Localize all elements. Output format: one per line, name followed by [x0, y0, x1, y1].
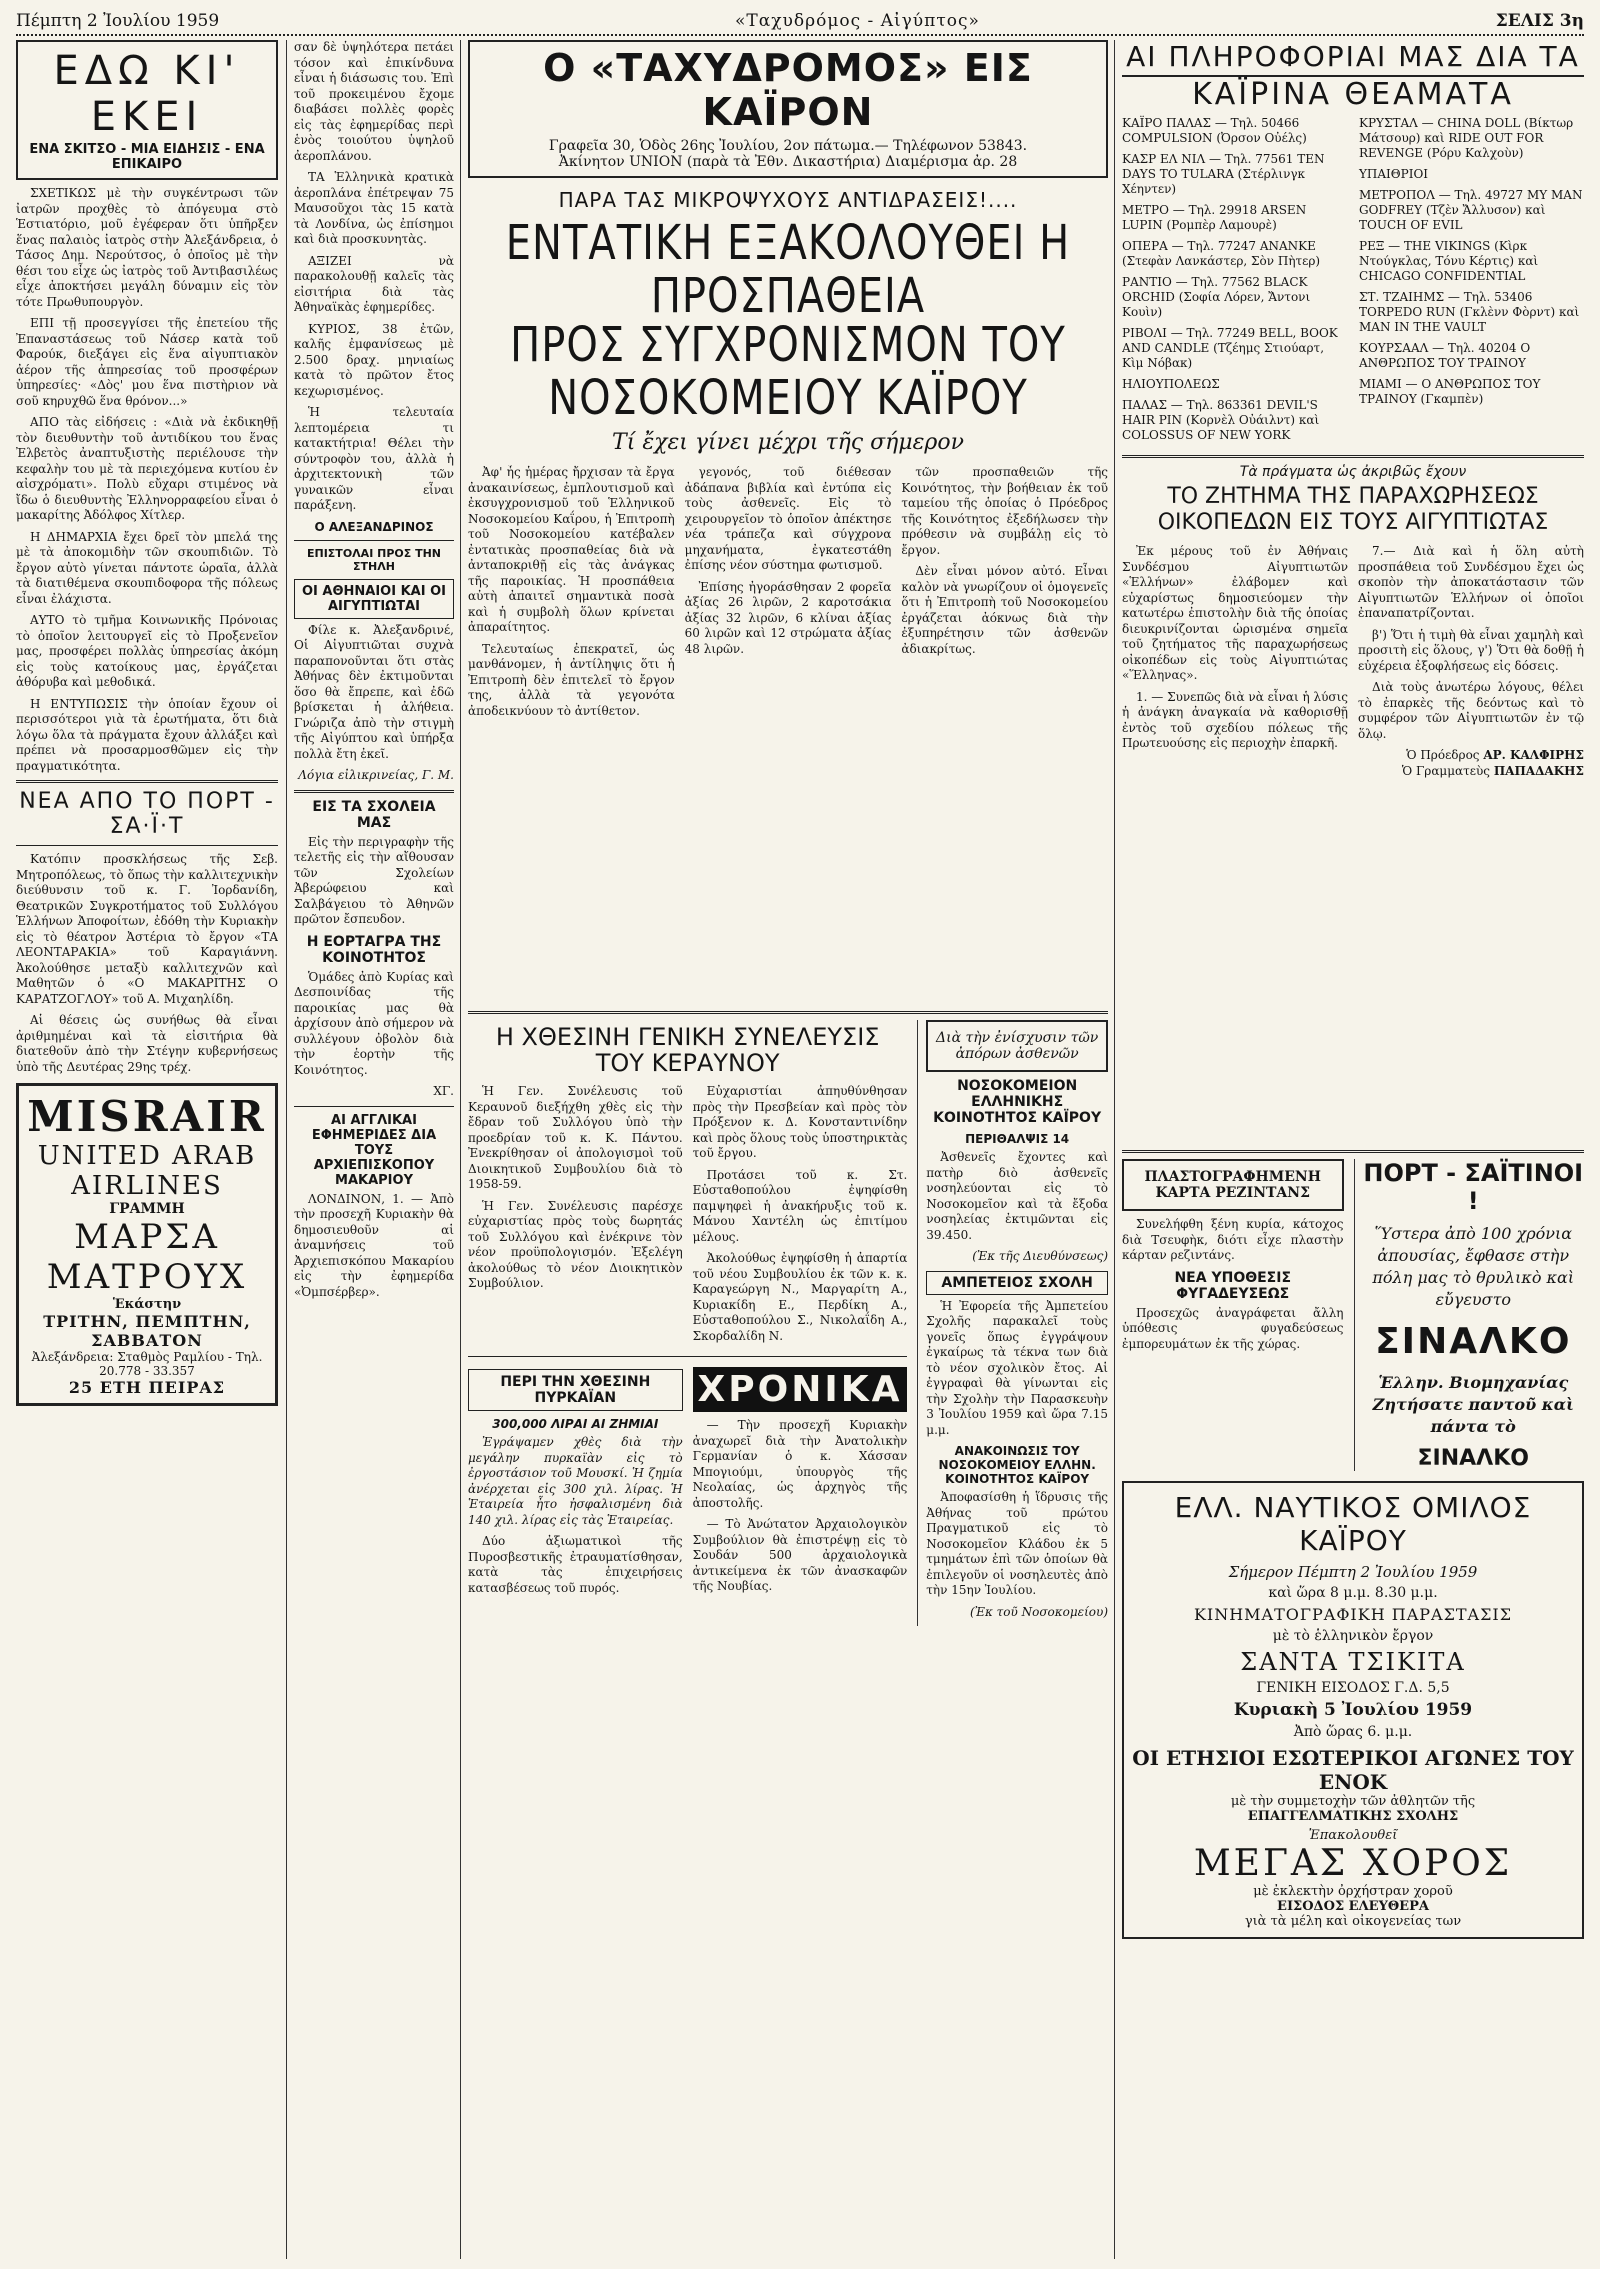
lead-paragraph: Ἀφ' ἧς ἡμέρας ἤρχισαν τὰ ἔργα ἀνακαινίσεως, ἐμπλουτισμοῦ καὶ ἐκσυγχρονισμοῦ τοῦ Ἑλληνικοῦ Νοσοκομείου Καΐρου, ἡ Ἐπιτροπὴ τοῦ Νοσοκομείου κατέβαλεν ἐντατικὰς προσπαθείας διὰ νὰ ἀνταποκριθῇ εἰς τὰς ἀνάγκας τῆς παροικίας. Ἡ προσπάθεια αὐτὴ ἀπαιτεῖ σημαντικὰ ποσὰ καὶ ἡ συμβολὴ ὅλων κρίνεται ἀπαραίτητος. — [468, 465, 675, 634]
article-paragraph: 1. — Συνεπῶς διὰ νὰ εἶναι ἡ λύσις ἡ ἀνάγκη ἀναγκαία νὰ καθορισθῇ ἐντὸς τοῦ σχεδίου πόλεως τῆς Πρωτευούσης εἰς περιοχὴν ἐπαρκῆ. — [1122, 689, 1348, 750]
second-event-time: Ἀπὸ ὥρας 6. μ.μ. — [1293, 1724, 1413, 1740]
signature-line — [1358, 748, 1584, 779]
letters-title: ΟΙ ΑΘΗΝΑΙΟΙ ΚΑΙ ΟΙ ΑΙΓΥΠΤΙΩΤΑΙ — [294, 579, 454, 619]
article-paragraph: Κατόπιν προσκλήσεως τῆς Σεβ. Μητροπόλεως, τὸ ὅπως τὴν καλλιτεχνικὴν διεύθυνσιν τοῦ κ. Γ. Ἰορδανίδη, Θεατρικῶν Συγκροτήματος τοῦ Συλλόγου Ἑλλήνων Ἀποφοίτων, ἐδόθη τὴν Κυριακὴν εἰς τὸ θέατρον Ἀστέρια τὸ ἔργον «ΤΑ ΛΕΟΝΤΑΡΑΚΙΑ» τοῦ Καραγιάννη. Ἀκολούθησε μεταξὺ καλλιτεχνῶν καὶ Μαθητῶν ὁ «Ο ΜΑΚΑΡΙΤΗΣ Ο ΚΑΡΑΤΖΟΓΛΟΥ» τοῦ Α. Μιχαηλίδη. — [16, 852, 278, 1006]
announcement-heading: ΑΝΑΚΟΙΝΩΣΙΣ ΤΟΥ ΝΟΣΟΚΟΜΕΙΟΥ ΕΛΛΗΝ. ΚΟΙΝΟΤΗΤΟΣ ΚΑΪΡΟΥ — [938, 1444, 1096, 1486]
brand-name: ΣΙΝΑΛΚΟ — [1417, 1446, 1529, 1471]
naval-club-advertisement — [1122, 1481, 1584, 1939]
hospital-subheading: ΠΕΡΙΘΑΛΨΙΣ 14 — [965, 1132, 1070, 1146]
assembly-headline: Η ΧΘΕΣΙΝΗ ΓΕΝΙΚΗ ΣΥΝΕΛΕΥΣΙΣ ΤΟΥ ΚΕΡΑΥΝΟΥ — [495, 1023, 880, 1077]
event-date: Σήμερον Πέμπτη 2 Ἰουλίου 1959 — [1228, 1563, 1478, 1581]
article-paragraph: Η ΔΗΜΑΡΧΙΑ ἔχει δρεῖ τὸν μπελά της μὲ τὰ ἀποκομιδὴν τῶν σκουπιδιῶν. Τὸ ἔργον αὐτὸ γίνεται πάντοτε ὡραῖα, ἀλλὰ τὰ διατιθέμενα σκουπιδοφορα τῆς πόλεως εἶναι ἐλάχιστα. — [16, 529, 278, 606]
cinema-listing: ΥΠΑΙΘΡΙΟΙ — [1359, 167, 1429, 181]
divider — [294, 540, 454, 541]
dance-title: ΜΕΓΑΣ ΧΟΡΟΣ — [1193, 1843, 1513, 1884]
frequency-label: Ἑκάστην — [112, 1297, 182, 1312]
article-paragraph: Συνελήφθη ξένη κυρία, κάτοχος διὰ Τσευφὴκ, διότι εἶχε πλαστὴν κάρταν ρεζιντάνς. — [1122, 1217, 1344, 1262]
article-paragraph: ΚΥΡΙΟΣ, 38 ἐτῶν, καλῆς ἐμφανίσεως μὲ 2.500 δραχ. μηνιαίως κατὰ τὸ πρῶτον ἔτος κεχωρισμένος. — [294, 321, 454, 398]
games-title: ΟΙ ΕΤΗΣΙΟΙ ΕΣΩΤΕΡΙΚΟΙ ΑΓΩΝΕΣ ΤΟΥ ΕΝΟΚ — [1132, 1746, 1574, 1794]
article-paragraph: ΕΠΙ τῇ προσεγγίσει τῆς ἐπετείου τῆς Ἐπαναστάσεως τοῦ Νάσερ κατὰ τοῦ Φαρούκ, διεξάγει εἰς ἕνα αἰγυπτιακὸν ἀέρον τῆς ἀπηρεσίας τοῦ προσφέρων ὑπηρεσίες· «Δὸς' μου ἕνα πιστὴριον νὰ σοῦ κηρυχθῶ ἕνα θρόνον...» — [16, 316, 278, 408]
article-paragraph: σαν δὲ ὑψηλότερα πετάει τόσον καὶ ἐπικίνδυνα εἶναι ἡ διάσωσις του. Ἐπὶ τοῦ προκειμένου ἔχομε διαβάσει πολλὲς φορὲς εἰς τὰς ἐφημερίδας περὶ ἑνὸς τοιούτου ὑψηλοῦ ἀεροπλάνου. — [294, 40, 454, 163]
article-paragraph: Ὁμάδες ἀπὸ Κυρίας καὶ Δεσποινίδας τῆς παροικίας μας θὰ ἀρχίσουν ἀπὸ σήμερον νὰ συλλέγουν ὀβολὸν διὰ τὴν ἑορτὴν τῆς Κοινότητος. — [294, 969, 454, 1077]
zitima-headline: ΤΟ ΖΗΤΗΜΑ ΤΗΣ ΠΑΡΑΧΩΡΗΣΕΩΣ ΟΙΚΟΠΕΔΩΝ ΕΙΣ ΤΟΥΣ ΑΙΓΥΠΤΙΩΤΑΣ — [1157, 484, 1549, 535]
ad-copy: Ὕστερα ἀπὸ 100 χρόνια ἀπουσίας, ἔφθασε στὴν πόλη μας τὸ θρυλικὸ καὶ εὔγευστο — [1372, 1224, 1575, 1309]
column-title-box — [16, 40, 278, 180]
cinema-listing: ΚΑΪΡΟ ΠΑΛΑΣ — Τηλ. 50466 COMPULSION (Ὀρσον Οὐέλς) — [1122, 116, 1307, 145]
entertainment-title: ΑΙ ΠΛΗΡΟΦΟΡΙΑΙ ΜΑΣ ΔΙΑ ΤΑ — [1122, 40, 1584, 77]
lead-headline-line-1: ΕΝΤΑΤΙΚΗ ΕΞΑΚΟΛΟΥΘΕΙ Η ΠΡΟΣΠΑΘΕΙΑ — [505, 216, 1071, 324]
event-film-intro: μὲ τὸ ἑλληνικὸν ἔργον — [1272, 1628, 1434, 1644]
cinema-listing: ΡΑΝΤΙΟ — Τηλ. 77562 BLACK ORCHID (Σοφία Λόρεν, Ἄντονι Κουὶν) — [1122, 275, 1311, 319]
cinema-listing: ΚΑΣΡ ΕΛ ΝΙΛ — Τηλ. 77561 TEN DAYS TO TULARA (Στέρλινγκ Χέηντεν) — [1122, 152, 1325, 196]
ticket-price: ΓΕΝΙΚΗ ΕΙΣΟΔΟΣ Γ.Δ. 5,5 — [1256, 1680, 1450, 1696]
signature-name: ΠΑΠΑΔΑΚΗΣ — [1493, 763, 1584, 778]
divider — [468, 1356, 907, 1357]
fire-and-chronika — [468, 1363, 907, 1602]
zitima-kicker: Τὰ πράγματα ὡς ἀκριβῶς ἔχουν — [1239, 464, 1467, 480]
article-paragraph: Ἡ Γεν. Συνέλευσις τοῦ Κεραυνοῦ διεξήχθη χθὲς εἰς τὴν ἔδραν τοῦ Συλλόγου ὑπὸ τὴν προεδρίαν τοῦ κ. Κ. Πάντου. Ἐνεκρίθησαν οἱ ἀπολογισμοὶ τοῦ Διοικητικοῦ Συμβουλίου διὰ τὸ 1958-59. — [468, 1084, 683, 1191]
divider — [16, 780, 278, 783]
lead-kicker: ΠΑΡΑ ΤΑΣ ΜΙΚΡΟΨΥΧΟΥΣ ΑΝΤΙΔΡΑΣΕΙΣ!.... — [558, 188, 1018, 212]
cinema-listing: ΚΟΥΡΣΑΑΛ — Τηλ. 40204 Ο ΑΝΘΡΩΠΟΣ ΤΟΥ ΤΡΑΙΝΟΥ — [1359, 341, 1531, 370]
schools-heading: ΕΙΣ ΤΑ ΣΧΟΛΕΙΑ ΜΑΣ — [312, 798, 436, 831]
contact-line: Ἀλεξάνδρεια: Σταθμὸς Ραμλίου - Τηλ. 20.778 - 33.357 — [31, 1350, 263, 1378]
misrair-advertisement — [16, 1083, 278, 1406]
issue-date: Πέμπτη 2 Ἰουλίου 1959 — [16, 11, 220, 31]
divider — [1122, 1150, 1584, 1153]
masthead — [468, 40, 1108, 178]
small-ads-row — [1122, 1159, 1584, 1471]
article-paragraph: ΣΧΕΤΙΚΩΣ μὲ τὴν συγκέντρωσι τῶν ἰατρῶν προχθὲς τὸ ἀπόγευμα στὸ Ἑστιατόριο, μοῦ ἐγέφεραν ὅτι ὑπῆρξεν ἕνας παλαιὸς ἰατρὸς στὴν Ἀλεξάνδρεια, ὁ Τάσος Δημ. Νερούτσος, ὁ ὁποῖος μὲ τὴν θέσι του εἶχε ὡς ἰατρὸς τοῦ Ἀντιβασιλέως εἶχε ἀποκτήσει μεγάλη δύναμιν εἰς τὸν τότε Πρωθυπουργὸν. — [16, 186, 278, 309]
orchestra-line: μὲ ἐκλεκτὴν ὀρχήστραν χοροῦ — [1253, 1884, 1453, 1899]
flight-days: ΤΡΙΤΗΝ, ΠΕΜΠΤΗΝ, ΣΑΒΒΑΤΟΝ — [43, 1312, 251, 1350]
lead-paragraph: Δὲν εἶναι μόνον αὐτό. Εἶναι καλὸν νὰ γνωρίζουν οἱ ὁμογενεῖς ὅτι ἡ Ἐπιτροπὴ τοῦ Νοσοκομείου ἐργάζεται ἀόκνως διὰ τὴν ἐξυπηρέτησιν τῶν ἀσθενῶν ἀδιακρίτως. — [901, 564, 1108, 656]
divider — [468, 1011, 1108, 1014]
port-said-ad-title: ΠΟΡΤ - ΣΑΪΤΙΝΟΙ ! — [1363, 1159, 1584, 1215]
article-paragraph: Ἀσθενεῖς ἔχοντες καὶ πατὴρ διὸ ἀσθενεῖς νοσηλεύονται εἰς τὸ Νοσοκομεῖον καὶ τὰ ἔξοδα νοσηλείας ἐκτιμῶνται εἰς 39.450. — [926, 1150, 1108, 1242]
news-item: — Τὸ Ἀνώτατον Ἀρχαιολογικὸν Συμβούλιον θὰ ἐπιστρέψῃ εἰς τὸ Σουδάν 500 ἀρχαιολογικὰ ἀντικείμενα ἐκ τῶν ἀνασκαφῶν τῆς Νουβίας. — [692, 1517, 908, 1593]
fire-headline: ΠΕΡΙ ΤΗΝ ΧΘΕΣΙΝΗ ΠΥΡΚΑΪΑΝ — [468, 1369, 683, 1411]
article-paragraph: 7.— Διὰ καὶ ἡ ὅλη αὐτὴ προσπάθεια τοῦ Συνδέσμου ἔχει ὡς σκοπὸν τὴν ἀποκατάστασιν τῶν Αἰγυπτιωτῶν Ἑλλήνων οἱ ὁποῖοι ἐπαναπατρίζονται. — [1358, 544, 1584, 620]
article-paragraph: ΑΥΤΟ τὸ τμῆμα Κοινωνικῆς Πρόνοιας τὸ ὁποῖον λειτουργεῖ εἰς τὸ Προξενεῖον μας, προσφέρει πολλὰς ὑπηρεσίας ἀκόμη εἰς τοὺς κατοίκους μας, ἐργάζεται ἀθόρυβα καὶ μεθοδικά. — [16, 613, 278, 689]
entry-line: ΕΙΣΟΔΟΣ ΕΛΕΥΘΕΡΑ — [1277, 1899, 1429, 1914]
article-paragraph: Ἡ Ἐφορεία τῆς Ἀμπετείου Σχολῆς παρακαλεῖ τοὺς γονεῖς ὅπως ἐγγράψουν ἐγκαίρως τὰ τέκνα των διὰ τὸ νέον σχολικὸν ἔτος. Αἱ ἐγγραφαὶ θὰ γίνωνται εἰς τὴν Σχολὴν τὴν Παρασκευὴν 3 Ἰουλίου 1959 καὶ ὥρα 7.15 μ.μ. — [926, 1298, 1108, 1437]
article-paragraph: Εἰς τὴν περιγραφὴν τῆς τελετῆς εἰς τὴν αἴθουσαν τῶν Σχολείων Ἀβερώφειου καὶ Σαλβάγειου τὸ Ἀθηνῶν πρῶτον ἔσπευδον. — [294, 834, 454, 926]
members-line: γιὰ τὰ μέλη καὶ οἰκογενείας των — [1244, 1914, 1462, 1929]
page-number: ΣΕΛΙΣ 3η — [1495, 11, 1584, 31]
cinema-listing: ΣΤ. ΤΖΑΙΗΜΣ — Τηλ. 53406 TORPEDO RUN (Γκλὲνν Φὸρντ) καὶ MAN IN THE VAULT — [1359, 290, 1580, 334]
right-section — [1122, 40, 1584, 2259]
british-press-heading: ΑΙ ΑΓΓΛΙΚΑΙ ΕΦΗΜΕΡΙΔΕΣ ΔΙΑ ΤΟΥΣ ΑΡΧΙΕΠΙΣΚΟΠΟΥ ΜΑΚΑΡΙΟΥ — [311, 1112, 437, 1188]
assembly-and-news — [468, 1020, 907, 1626]
cinema-listings — [1122, 116, 1584, 449]
cinema-listing: ΡΕΞ — THE VIKINGS (Κὶρκ Ντούγκλας, Τόνυ Κέρτις) καὶ CHICAGO CONFIDENTIAL — [1359, 239, 1539, 283]
school-heading: ΑΜΠΕΤΕΙΟΣ ΣΧΟΛΗ — [926, 1271, 1108, 1295]
lead-paragraph: Ἐπίσης ἠγοράσθησαν 2 φορεῖα ἀξίας 26 λιρῶν, 2 καροτσάκια ἀξίας 32 λιρῶν, 6 κλίναι ἀξίας 60 λιρῶν καὶ 12 στρώματα ἀξίας 48 λιρῶν. — [684, 579, 892, 656]
article-paragraph: Προσεχῶς ἀναγράφεται ἄλλη ὑπόθεσις φυγαδεύσεως ἐμπορευμάτων ἐκ τῆς χώρας. — [1122, 1305, 1344, 1351]
masthead-address-2: Ἀκίνητον UNION (παρὰ τὰ Ἐθν. Δικαστήρια) Διαμέρισμα ἀρ. 28 — [558, 154, 1018, 170]
second-event-date: Κυριακὴ 5 Ἰουλίου 1959 — [1233, 1700, 1473, 1720]
lead-paragraph: Τελευταίως ἐπεκρατεῖ, ὡς μανθάνομεν, ἡ ἀντίληψις ὅτι ἡ Ἐπιτροπὴ δὲν ἐπιτελεῖ τὸ ἔργον της, ἀλλὰ τὰ γεγονότα ἀποδεικνύουν τὸ ἀντίθετον. — [468, 641, 675, 718]
article-paragraph: β') Ὅτι ἡ τιμὴ θὰ εἶναι χαμηλὴ καὶ προσιτὴ εἰς ὅλους, γ') Ὅτι θὰ δοθῇ ἡ εὐχέρεια ἐξοφλήσεως εἰς δόσεις. — [1358, 627, 1584, 673]
column-title: ΕΔΩ ΚΙ' ΕΚΕΙ — [53, 48, 241, 140]
assembly-columns — [468, 1084, 907, 1350]
sinalco-advertisement — [1354, 1159, 1585, 1471]
club-name: ΕΛΛ. ΝΑΥΤΙΚΟΣ ΟΜΙΛΟΣ ΚΑΪΡΟΥ — [1174, 1491, 1532, 1557]
divider — [1122, 455, 1584, 458]
hospital-heading: ΝΟΣΟΚΟΜΕΙΟΝ ΕΛΛΗΝΙΚΗΣ ΚΟΙΝΟΤΗΤΟΣ ΚΑΪΡΟΥ — [933, 1078, 1102, 1126]
paper-name: «Ταχυδρόμος - Αἰγύπτος» — [735, 11, 980, 31]
chronika-banner: ΧΡΟΝΙΚΑ — [693, 1367, 908, 1412]
lead-subhead: Τί ἔχει γίνει μέχρι τῆς σήμερον — [612, 430, 964, 455]
article-paragraph: ΑΠΟ τὰς εἰδήσεις : «Διὰ νὰ ἐκδικηθῇ τὸν διευθυντὴν τοῦ ἀντιδίκου του ἕνας Ἐλβετὸς ἀναπτυξιστὴς περιέλουσε τὴν κεφαλὴν του μὲ τὰ περιεχόμενα κυτίου ἐν αἰσχρόματι». Πολὺ εὔχαρι στιμένος νὰ ἴδω ὁ διευθυντὴς Ἐλληνορραφείου εἶναι ὁ μακαρίτης Ἀδόλφος Χίτλερ. — [16, 415, 278, 522]
masthead-title: Ο «ΤΑΧΥΔΡΟΜΟΣ» ΕΙΣ ΚΑΪΡΟΝ — [543, 46, 1033, 134]
column-rule — [286, 40, 287, 2259]
cinema-listing: ΗΛΙΟΥΠΟΛΕΩΣ — [1122, 377, 1220, 391]
column-rule — [1114, 40, 1115, 2259]
column-edo-ki-ekei — [16, 40, 278, 2259]
column-sidebar — [294, 40, 454, 2259]
article-paragraph: Ἀποφασίσθη ἡ ἵδρυσις τῆς Ἀθήνας τοῦ πρώτου Πραγματικοῦ εἰς τὸ Νοσοκομεῖον Κλάδου ἐκ 5 τμημάτων ἐπὶ τῶν ὁποίων θὰ ἐπιλεγοῦν οἱ νοσηλευτὲς ἀπὸ τὴν 15ην Ἰουλίου. — [926, 1490, 1108, 1597]
route-label: ΓΡΑΜΜΗ — [109, 1201, 185, 1217]
article-paragraph: Αἱ θέσεις ὡς συνήθως θὰ εἶναι ἀριθμημέναι καὶ τὰ εἰσιτήρια θὰ διατεθοῦν ἀπὸ τὴν Στέγην κυβερνήσεως ὑπὸ τῆς Δευτέρας 29ης τρέχ. — [16, 1013, 278, 1074]
column-subtitle: ΕΝΑ ΣΚΙΤΣΟ - ΜΙΑ ΕΙΔΗΣΙΣ - ΕΝΑ ΕΠΙΚΑΙΡΟ — [29, 142, 265, 172]
letters-kicker: ΕΠΙΣΤΟΛΑΙ ΠΡΟΣ ΤΗΝ ΣΤΗΛΗ — [306, 546, 441, 573]
letter-body: Φίλε κ. Ἀλεξανδρινέ, Οἱ Αἰγυπτιῶται συχνὰ παραπονοῦνται ὅτι στὰς Ἀθήνας δὲν ἐκτιμοῦνται ὅσο θὰ ἔπρεπε, καὶ ἐδῶ βρίσκεται ἡ ἀλήθεια. Γνώριζα ἀπὸ τὴν στιγμὴ τῆς Αἰγύπτου καὶ ὑπήρξα πολλὰ ἔτη ἐκεῖ. — [294, 622, 454, 761]
article-paragraph: Διὰ τοὺς ἀνωτέρω λόγους, θέλει τὸ ἐπαρκὲς τῆς δεόντως καὶ τὸ συμφέρον τῶν Αἰγυπτιωτῶν ἐν τῷ ὅλῳ. — [1358, 680, 1584, 741]
divider — [294, 790, 454, 793]
lead-headline-line-2: ΠΡΟΣ ΣΥΓΧΡΟΝΙΣΜΟΝ ΤΟΥ ΝΟΣΟΚΟΜΕΙΟΥ ΚΑΪΡΟΥ — [510, 318, 1066, 426]
cinema-listing: ΜΕΤΡΟ — Τηλ. 29918 ARSEN LUPIN (Ρομπὲρ Λαμουρὲ) — [1122, 203, 1307, 232]
lead-paragraph: γεγονός, τοῦ διέθεσαν ἀδάπανα βιβλία καὶ ἐντύπα εἰς τοὺς ἀσθενεῖς. Εἰς τὸ χειρουργεῖον τὸ ὁποῖον ἀπέκτησε νέα τράπεζα καὶ σύγχρονα μηχανήματα, ἐγκατεστάθη ἐπίσης νέον σύστημα φωτισμοῦ. — [684, 465, 892, 572]
hospital-sidebar — [917, 1020, 1108, 1626]
article-paragraph: Δύο ἀξιωματικοὶ τῆς Πυροσβεστικῆς ἐτραυματίσθησαν, κατὰ τὰς ἐπιχειρήσεις κατασβέσεως τοῦ πυρός. — [468, 1534, 683, 1595]
misrair-logo-text: MISRAIR — [27, 1092, 267, 1141]
film-title: ΣΑΝΤΑ ΤΣΙΚΙΤΑ — [1240, 1648, 1466, 1676]
route-destination: ΜΑΡΣΑ ΜΑΤΡΟΥΧ — [46, 1217, 248, 1297]
signature-name: ΑΡ. ΚΑΛΦΙΡΗΣ — [1483, 748, 1584, 762]
lower-central — [468, 1020, 1108, 1626]
signature: ΧΓ. — [433, 1084, 454, 1098]
signature-title: Ὁ Γραμματεὺς — [1401, 763, 1490, 778]
central-section — [468, 40, 1108, 2259]
article-paragraph: ΑΞΙΖΕΙ νὰ παρακολουθῇ καλεῖς τὰς εἰσιτήρια διὰ τὰς Ἀθηναϊκὰς ἐφημερίδες. — [294, 253, 454, 314]
feast-heading: Η ΕΟΡΤΑΓΡΑ ΤΗΣ ΚΟΙΝΟΤΗΤΟΣ — [306, 933, 442, 966]
source-note: (Ἐκ τῆς Διευθύνσεως) — [972, 1249, 1108, 1263]
running-header — [16, 8, 1584, 36]
signature-title: Ὁ Πρόεδρος — [1406, 748, 1480, 762]
article-paragraph: Προτάσει τοῦ κ. Στ. Εὐσταθοπούλου ἐψηφίσθη παμψηφεὶ ἡ ἀνακήρυξις τοῦ κ. Μάνου Χαντέλη ὡς ἐπιτίμου μέλους. — [692, 1167, 908, 1244]
article-paragraph: Ἐγράψαμεν χθὲς διὰ τὴν μεγάλην πυρκαϊὰν εἰς τὸ ἐργοστάσιον τοῦ Μουσκί. Ἡ ζημία ἀνέρχεται εἰς 300 χιλ. λίρας. Ἡ Ἑταιρεία ἦτο ἠσφαλισμένη διὰ 140 χιλ. λίρας εἰς τὰς Ἑταιρείας. — [468, 1435, 683, 1527]
cinema-list-right — [1359, 116, 1584, 449]
article-paragraph: Ἡ τελευταία λεπτομέρεια τι κατακτήτρια! Θέλει τὴν σύντροφὸν του, ἀλλὰ ἡ ἀρχιτεκτονικὴ τῶν γυναικῶν εἶναι παράξενη. — [294, 405, 454, 512]
school-name: ΕΠΑΓΓΕΛΜΑΤΙΚΗΣ ΣΧΟΛΗΣ — [1247, 1809, 1459, 1824]
lead-paragraph: τῶν προσπαθειῶν τῆς Κοινότητος, τὴν βοήθειαν ἐκ τοῦ ταμείου τῆς ὁποίας ὁ Πρόεδρος τῆς Κοινότητος ἐξεδήλωσεν τὴν πρόθεσιν νὰ συμβάλῃ εἰς τὸ ἔργον. — [901, 465, 1108, 557]
experience-line: 25 ΕΤΗ ΠΕΙΡΑΣ — [68, 1378, 226, 1397]
port-said-heading: ΝΕΑ ΑΠΟ ΤΟ ΠΟΡΤ - ΣΑ·Ϊ·Τ — [19, 789, 275, 839]
lead-article-columns — [468, 465, 1108, 1005]
cinema-listing: ΜΙΑΜΙ — Ο ΑΝΘΡΩΠΟΣ ΤΟΥ ΤΡΑΙΝΟΥ (Γκαμπὲν) — [1359, 377, 1541, 406]
cinema-listing: ΟΠΕΡΑ — Τηλ. 77247 ANANKE (Στεφὰν Λανκάστερ, Σὸν Πὴτερ) — [1122, 239, 1321, 268]
article-paragraph: Ἐκ μέρους τοῦ ἐν Ἀθήναις Συνδέσμου Αἰγυπτιωτῶν «Ἑλλήνων» ἐλάβομεν καὶ εὐχαρίστως δημοσιεύομεν τὴν κατωτέρω ἐπιστολὴν διὰ τῆς ὁποίας διευκρινίζονται ὡρισμένα σημεῖα τοῦ ζητήματος τῆς παραχωρήσεως οἰκοπέδων εἰς τοὺς Αἰγυπτιώτας «Ἕλληνας». — [1122, 544, 1348, 682]
cinema-listing: ΠΑΛΑΣ — Τηλ. 863361 DEVIL'S HAIR PIN (Κορνὲλ Οὐάιλντ) καὶ COLOSSUS OF NEW YORK — [1122, 398, 1320, 442]
brand-name: ΣΙΝΑΛΚΟ — [1375, 1321, 1572, 1362]
follow-label: Ἐπακολουθεῖ — [1308, 1828, 1398, 1843]
article-paragraph: Ἀκολούθως ἐψηφίσθη ἡ ἀπαρτία τοῦ νέου Συμβουλίου ἐκ τῶν κ. κ. Καραγεώργη Ν., Μαργαρίτη Α., Κυριακίδη Ε., Περδίκη Α., Εὐσταθοπούλου Σ., Νικολαΐδη Α., Σκορδαλίδη Ν. — [692, 1251, 908, 1343]
column-rule — [460, 40, 461, 2259]
article-paragraph: Ἡ Γεν. Συνέλευσις παρέσχε εὐχαριστίας πρὸς τοὺς δωρητάς τοῦ Συλλόγου καὶ ἐνέκρινε τὸν νέον προϋπολογισμόν. Ἐξελέγη ἀκολούθως τὸ νέον Διοικητικὸν Συμβούλιον. — [468, 1198, 683, 1290]
cinema-listing: ΚΡΥΣΤΑΛ — CHINA DOLL (Βίκτωρ Μάτσουρ) καὶ RIDE OUT FOR REVENGE (Ρόρυ Καλχοὺν) — [1359, 116, 1574, 160]
page-grid — [16, 40, 1584, 2259]
cinema-list-left — [1122, 116, 1347, 449]
fire-subheadline: 300,000 ΛΙΡΑΙ ΑΙ ΖΗΜΙΑΙ — [492, 1417, 659, 1431]
airline-name: UNITED ARAB AIRLINES — [37, 1141, 257, 1201]
divider — [16, 845, 278, 846]
article-paragraph: Εὐχαριστίαι ἀπηυθύνθησαν πρὸς τὴν Πρεσβείαν καὶ πρὸς τὸν Πρόξενον κ. Δ. Κονσταντινίδην καὶ πρὸς ὅλους τοὺς ὑποστηρικτὰς τοῦ ἔργου. — [692, 1084, 908, 1160]
entertainment-subtitle: ΚΑΪΡΙΝΑ ΘΕΑΜΑΤΑ — [1192, 77, 1514, 112]
zitima-columns — [1122, 544, 1584, 1144]
event-time: καὶ ὥρα 8 μ.μ. 8.30 μ.μ. — [1268, 1585, 1438, 1601]
source-note: (Ἐκ τοῦ Νοσοκομείου) — [970, 1604, 1108, 1619]
smuggling-heading: ΝΕΑ ΥΠΟΘΕΣΙΣ ΦΥΓΑΔΕΥΣΕΩΣ — [1174, 1269, 1292, 1302]
forged-card-heading: ΠΛΑΣΤΟΓΡΑΦΗΜΕΝΗ ΚΑΡΤΑ ΡΕΖΙΝΤΑΝΣ — [1122, 1159, 1344, 1211]
cinema-listing: ΡΙΒΟΛΙ — Τηλ. 77249 BELL, BOOK AND CANDLE (Τζέημς Στιούαρτ, Κὶμ Νόβακ) — [1122, 326, 1338, 370]
column-signature: Ο ΑΛΕΞΑΝΔΡΙΝΟΣ — [314, 519, 434, 534]
charity-banner: Διὰ τὴν ἐνίσχυσιν τῶν ἀπόρων ἀσθενῶν — [926, 1020, 1108, 1072]
article-paragraph: Η ΕΝΤΥΠΩΣΙΣ τὴν ὁποίαν ἔχουν οἱ περισσότεροι γιὰ τὰ ἐρωτήματα, ὅτι διὰ λόγω ὅλα τὰ πράγματα ἔχουν ἀλλάξει καὶ πρέπει νὰ προσαρμοσθῶμεν εἰς τὴν πραγματικότητα. — [16, 696, 278, 773]
article-paragraph: ΤΑ Ἑλληνικὰ κρατικὰ ἀεροπλάνα ἐπέτρεψαν 75 Μαυσοῦχοι τὰς 15 κατὰ τὰ Λονδίνα, ὡς ἐπίσημοι καὶ διὰ προσκυνητὰς. — [294, 170, 454, 246]
article-paragraph: ΛΟΝΔΙΝΟΝ, 1. — Ἀπὸ τὴν προσεχῆ Κυριακὴν θὰ δημοσιευθοῦν αἱ ἀναμνήσεις τοῦ Ἀρχιεπισκόπου Μακαρίου εἰς τὴν ἐφημερίδα «Ὀμπσέρβερ». — [294, 1191, 454, 1299]
divider — [294, 1106, 454, 1107]
event-type: ΚΙΝΗΜΑΤΟΓΡΑΦΙΚΗ ΠΑΡΑΣΤΑΣΙΣ — [1193, 1605, 1513, 1624]
letter-signature: Λόγια εἰλικρινείας, Γ. Μ. — [298, 768, 454, 782]
cinema-listing: ΜΕΤΡΟΠΟΛ — Τηλ. 49727 MY MAN GODFREY (Τζὲν Ἄλλυσον) καὶ TOUCH OF EVIL — [1359, 188, 1583, 232]
ad-copy: Ἑλλην. Βιομηχανίας Ζητήσατε παντοῦ καὶ πάντα τὸ — [1372, 1373, 1574, 1436]
masthead-address: Γραφεῖα 30, Ὁδὸς 26ης Ἰουλίου, 2ον πάτωμα.— Τηλέφωνον 53843. — [548, 138, 1028, 154]
games-subtitle: μὲ τὴν συμμετοχὴν τῶν ἀθλητῶν τῆς — [1230, 1794, 1476, 1809]
news-item: — Τὴν προσεχῆ Κυριακὴν ἀναχωρεῖ διὰ τὴν Ἀνατολικὴν Γερμανίαν ὁ κ. Χάσσαν Μπογιούμι, ὑπουργὸς τῆς Νεολαίας, ὡς ἀρχηγὸς τῆς ἀποστολῆς. — [692, 1418, 908, 1510]
